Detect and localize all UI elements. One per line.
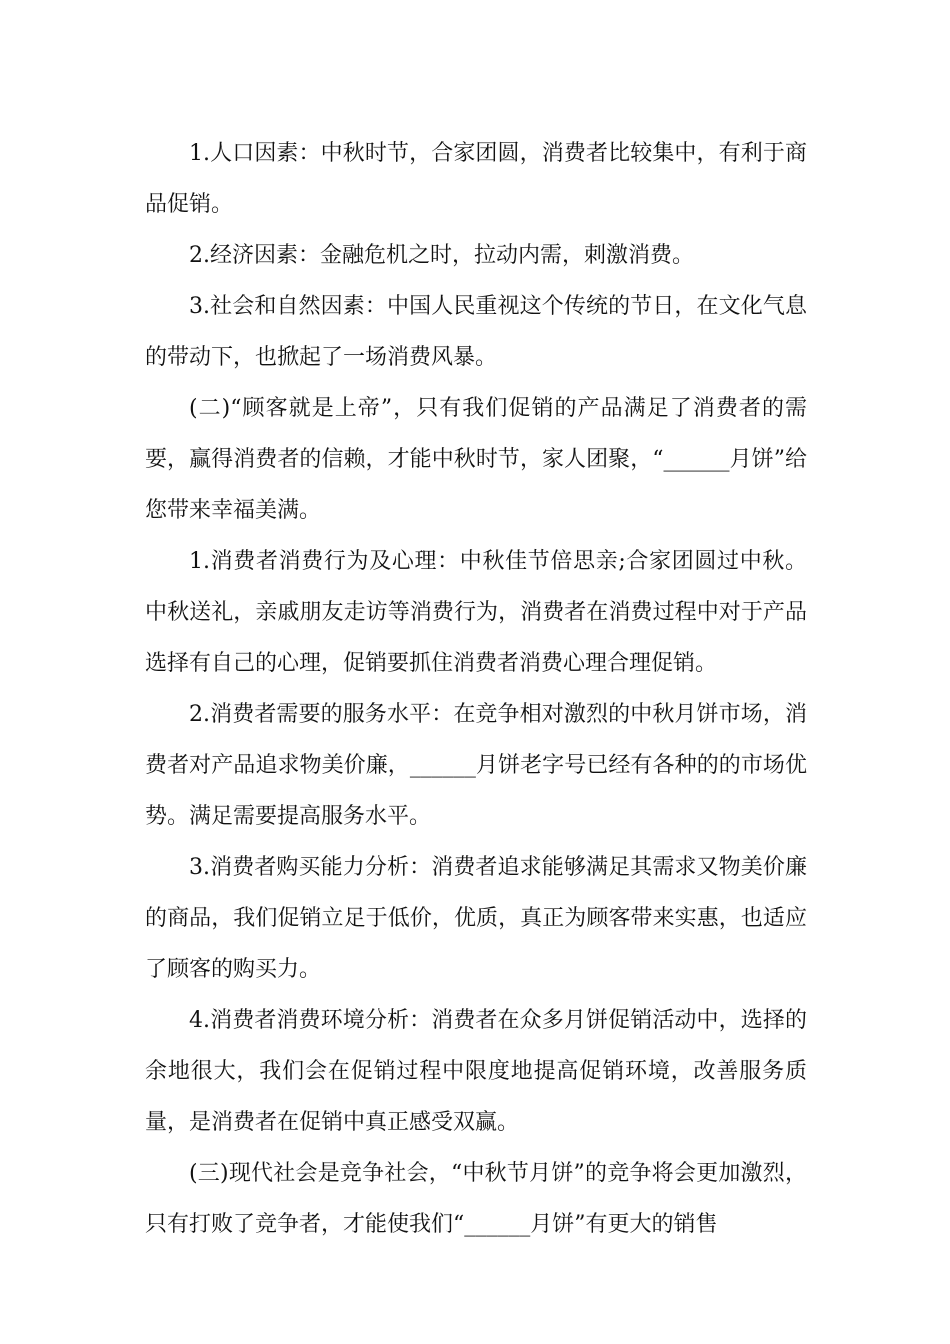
paragraph-consumption-environment: 4.消费者消费环境分析：消费者在众多月饼促销活动中，选择的余地很大，我们会在促销过程中限度地提高促销环境，改善服务质量，是消费者在促销中真正感受双赢。 <box>145 1008 807 1135</box>
paragraph-social-natural-factor: 3.社会和自然因素：中国人民重视这个传统的节日，在文化气息的带动下，也掀起了一场消费风暴。 <box>145 294 807 370</box>
paragraph-service-level: 2.消费者需要的服务水平：在竞争相对激烈的中秋月饼市场，消费者对产品追求物美价廉，______月饼老字号已经有各种的的市场优势。满足需要提高服务水平。 <box>145 702 807 829</box>
paragraph-section-three-intro: (三)现代社会是竞争社会，“中秋节月饼”的竞争将会更加激烈，只有打败了竞争者，才能使我们“______月饼”有更大的销售 <box>145 1161 807 1237</box>
document-body <box>145 128 807 1250</box>
paragraph-purchasing-power: 3.消费者购买能力分析：消费者追求能够满足其需求又物美价廉的商品，我们促销立足于低价，优质，真正为顾客带来实惠，也适应了顾客的购买力。 <box>145 855 807 982</box>
paragraph-population-factor: 1.人口因素：中秋时节，合家团圆，消费者比较集中，有利于商品促销。 <box>145 141 807 217</box>
paragraph-consumer-behavior: 1.消费者消费行为及心理：中秋佳节倍思亲;合家团圆过中秋。中秋送礼，亲戚朋友走访等消费行为，消费者在消费过程中对于产品选择有自己的心理，促销要抓住消费者消费心理合理促销。 <box>145 549 807 676</box>
paragraph-section-two-intro: (二)“顾客就是上帝”，只有我们促销的产品满足了消费者的需要，赢得消费者的信赖，才能中秋时节，家人团聚，“______月饼”给您带来幸福美满。 <box>145 396 807 523</box>
paragraph-economic-factor: 2.经济因素：金融危机之时，拉动内需，刺激消费。 <box>189 243 694 268</box>
